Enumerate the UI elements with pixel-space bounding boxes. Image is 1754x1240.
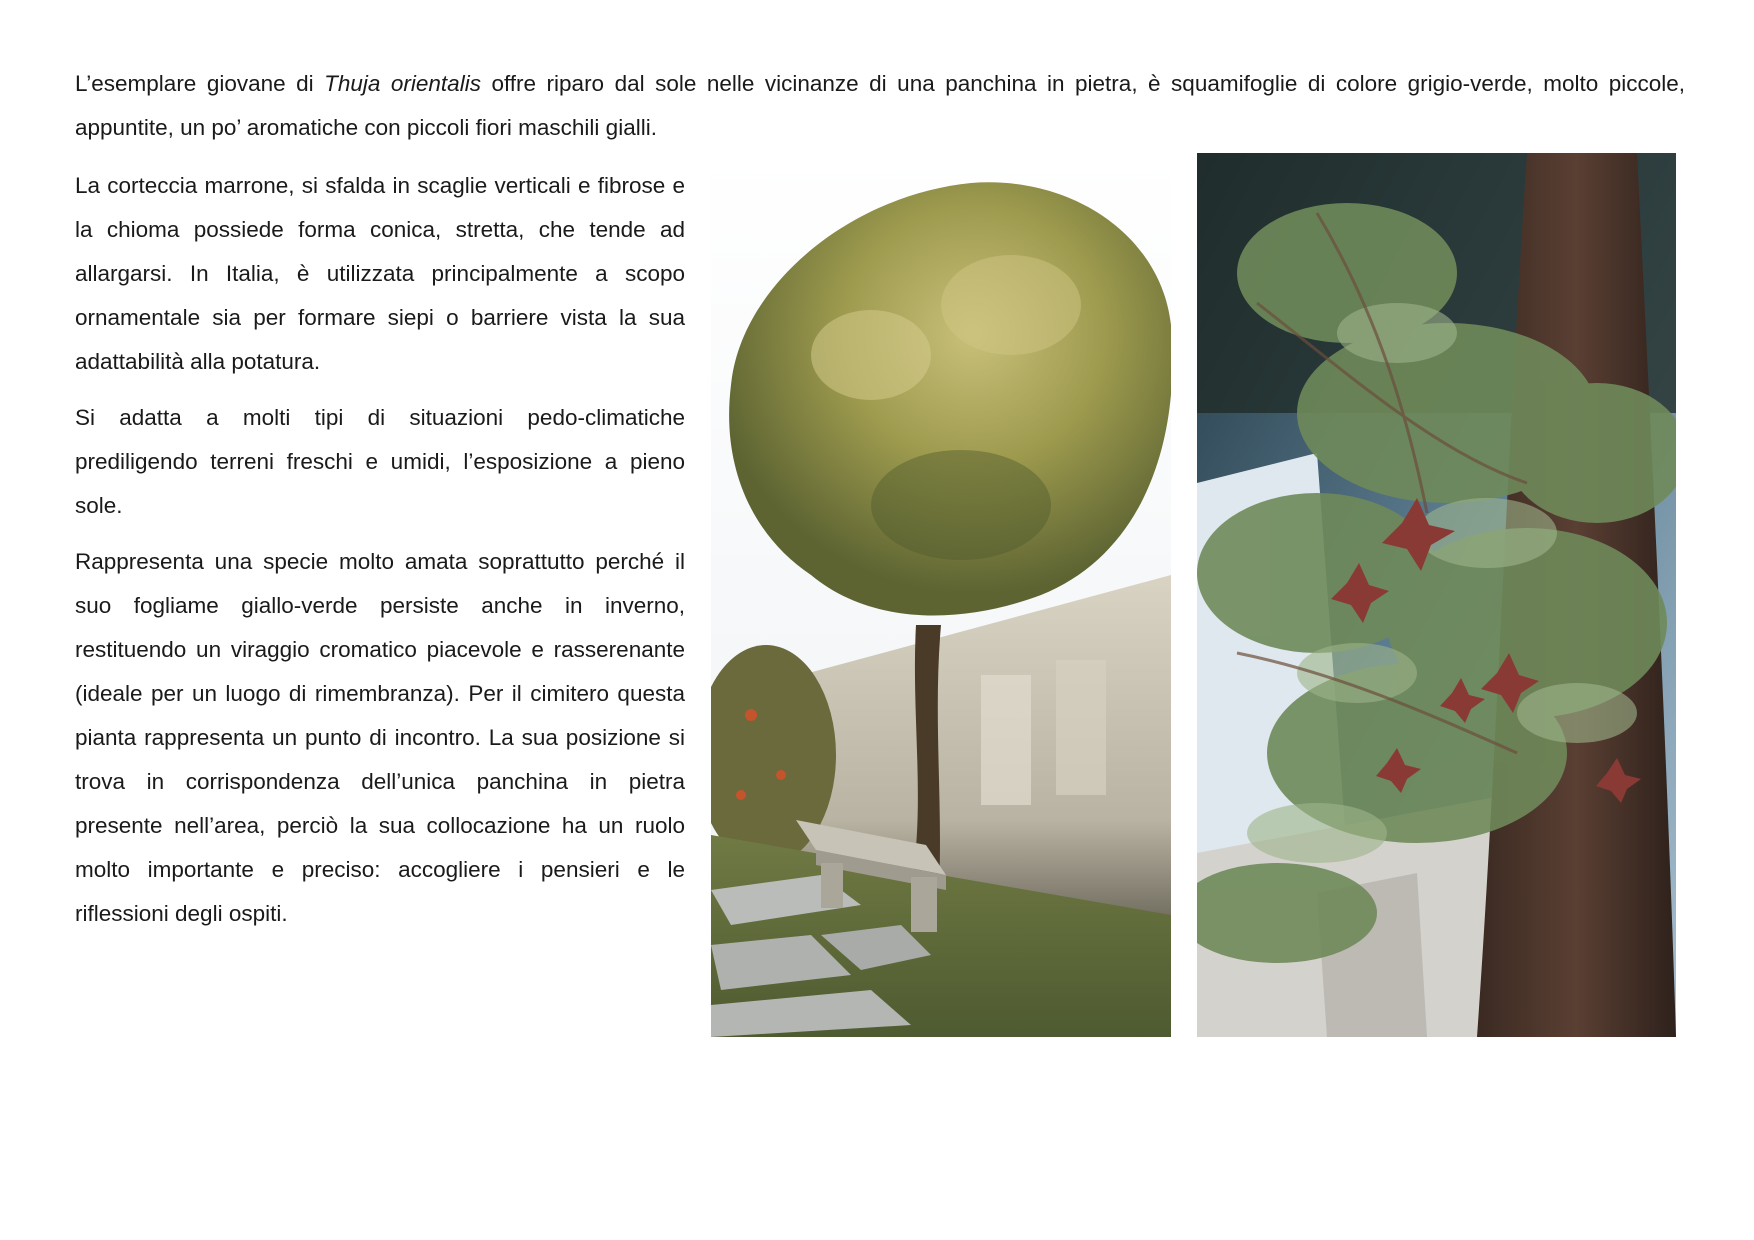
intro-paragraph [75,62,1685,150]
paragraph-bark: La corteccia marrone, si sfalda in scaglie verticali e fibrose e la chioma possiede forma conica, stretta, che tende ad allargarsi. In Italia, è utilizzata principalmente a scopo ornamentale sia per formare siepi o barriere vista la sua adattabilità alla potatura. [75,173,685,374]
tree-bench-photo [711,155,1171,1037]
paragraph-climate: Si adatta a molti tipi di situazioni pedo-climatiche prediligendo terreni freschi e umidi, l’esposizione a pieno sole. [75,405,685,518]
foliage-closeup-photo [1197,153,1676,1037]
intro-text-end: offre riparo dal sole nelle vicinanze di una panchina in pietra, è squamifoglie di colore grigio-verde, molto piccole, appuntite, un po’ aromatiche con piccoli fiori maschili gialli. [75,71,1685,140]
paragraph-significance: Rappresenta una specie molto amata soprattutto perché il suo fogliame giallo-verde persiste anche in inverno, restituendo un viraggio cromatico piacevole e rasserenante (ideale per un luogo di rimembranza). Per il cimitero questa pianta rappresenta un punto di incontro. La sua posizione si trova in corrispondenza dell’unica panchina in pietra presente nell’area, perciò la sua collocazione ha un ruolo molto importante e preciso: accogliere i pensieri e le riflessioni degli ospiti. [75,549,685,926]
text-column [75,164,685,948]
species-name: Thuja orientalis [324,71,481,96]
intro-text-start: L’esemplare giovane di [75,71,325,96]
